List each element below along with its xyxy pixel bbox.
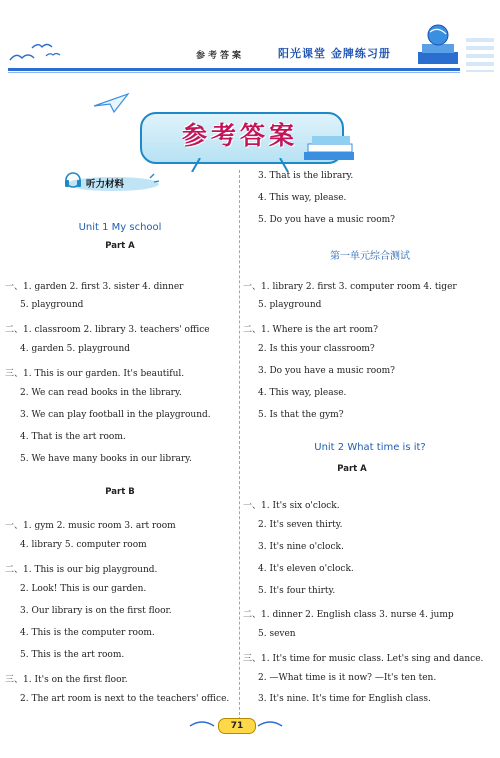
answer-line: 3. It's nine. It's time for English class.: [258, 694, 431, 704]
answer-line: 2. Look! This is our garden.: [20, 584, 147, 594]
answer-line: 三、1. It's time for music class. Let's sing and dance.: [243, 654, 484, 664]
section-title: 参考答案: [196, 51, 245, 61]
answer-line: 5. Is that the gym?: [258, 410, 344, 420]
answer-line: 3. We can play football in the playground.: [20, 410, 211, 420]
answer-line: 4. It's eleven o'clock.: [258, 564, 354, 574]
answer-line: 2. It's seven thirty.: [258, 520, 343, 530]
answer-line: 3. Our library is on the first floor.: [20, 606, 172, 616]
part-heading: Part A: [105, 241, 135, 251]
listening-label: 听力材料: [86, 179, 125, 190]
page-number: 71: [218, 718, 256, 734]
header-rule: [8, 68, 460, 71]
unit-heading: 第一单元综合测试: [330, 251, 410, 262]
answer-line: 4. This way, please.: [258, 193, 347, 203]
answer-line: 二、1. Where is the art room?: [243, 325, 378, 335]
globe-books-icon: [412, 22, 470, 68]
answer-line: 5. It's four thirty.: [258, 586, 336, 596]
answer-line: 三、1. This is our garden. It's beautiful.: [5, 369, 185, 379]
part-heading: Part B: [105, 487, 135, 497]
answer-line: 4. This way, please.: [258, 388, 347, 398]
answer-line: 4. garden 5. playground: [20, 344, 130, 354]
answer-line: 4. library 5. computer room: [20, 540, 147, 550]
answer-line: 2. —What time is it now? —It's ten ten.: [258, 673, 437, 683]
birds-icon: [6, 36, 66, 66]
answer-line: 2. We can read books in the library.: [20, 388, 182, 398]
paper-plane-icon: [92, 92, 132, 114]
answer-line: 4. That is the art room.: [20, 432, 126, 442]
answer-line: 5. Do you have a music room?: [258, 215, 395, 225]
unit-heading: Unit 1 My school: [78, 222, 162, 233]
answer-line: 2. The art room is next to the teachers' office.: [20, 694, 230, 704]
answer-line: 一、1. library 2. first 3. computer room 4. tiger: [243, 282, 457, 292]
answer-line: 5. This is the art room.: [20, 650, 125, 660]
answer-line: 3. That is the library.: [258, 171, 354, 181]
banner-stand-icon: [170, 158, 310, 172]
listening-badge: [62, 172, 164, 192]
answer-line: 一、1. It's six o'clock.: [243, 501, 340, 511]
answer-line: 5. playground: [258, 300, 322, 310]
part-heading: Part A: [337, 464, 367, 474]
answer-line: 3. Do you have a music room?: [258, 366, 395, 376]
series-title: 阳光课堂 金牌练习册: [278, 47, 391, 60]
answer-line: 3. It's nine o'clock.: [258, 542, 344, 552]
answer-line: 三、1. It's on the first floor.: [5, 675, 128, 685]
answer-line: 5. We have many books in our library.: [20, 454, 192, 464]
banner-title: 参考答案: [181, 121, 298, 150]
column-divider: [239, 170, 240, 730]
answer-line: 二、1. dinner 2. English class 3. nurse 4. jump: [243, 610, 454, 620]
answer-line: 一、1. garden 2. first 3. sister 4. dinner: [5, 282, 184, 292]
header-rule-thin: [8, 72, 460, 73]
unit-heading: Unit 2 What time is it?: [314, 442, 426, 453]
answer-line: 一、1. gym 2. music room 3. art room: [5, 521, 176, 531]
answer-line: 二、1. This is our big playground.: [5, 565, 158, 575]
answer-line: 4. This is the computer room.: [20, 628, 155, 638]
answer-line: 2. Is this your classroom?: [258, 344, 375, 354]
answer-line: 5. seven: [258, 629, 296, 639]
page-header: [0, 0, 500, 75]
answer-line: 5. playground: [20, 300, 84, 310]
header-stripes: [466, 38, 494, 72]
answer-line: 二、1. classroom 2. library 3. teachers' office: [5, 325, 210, 335]
